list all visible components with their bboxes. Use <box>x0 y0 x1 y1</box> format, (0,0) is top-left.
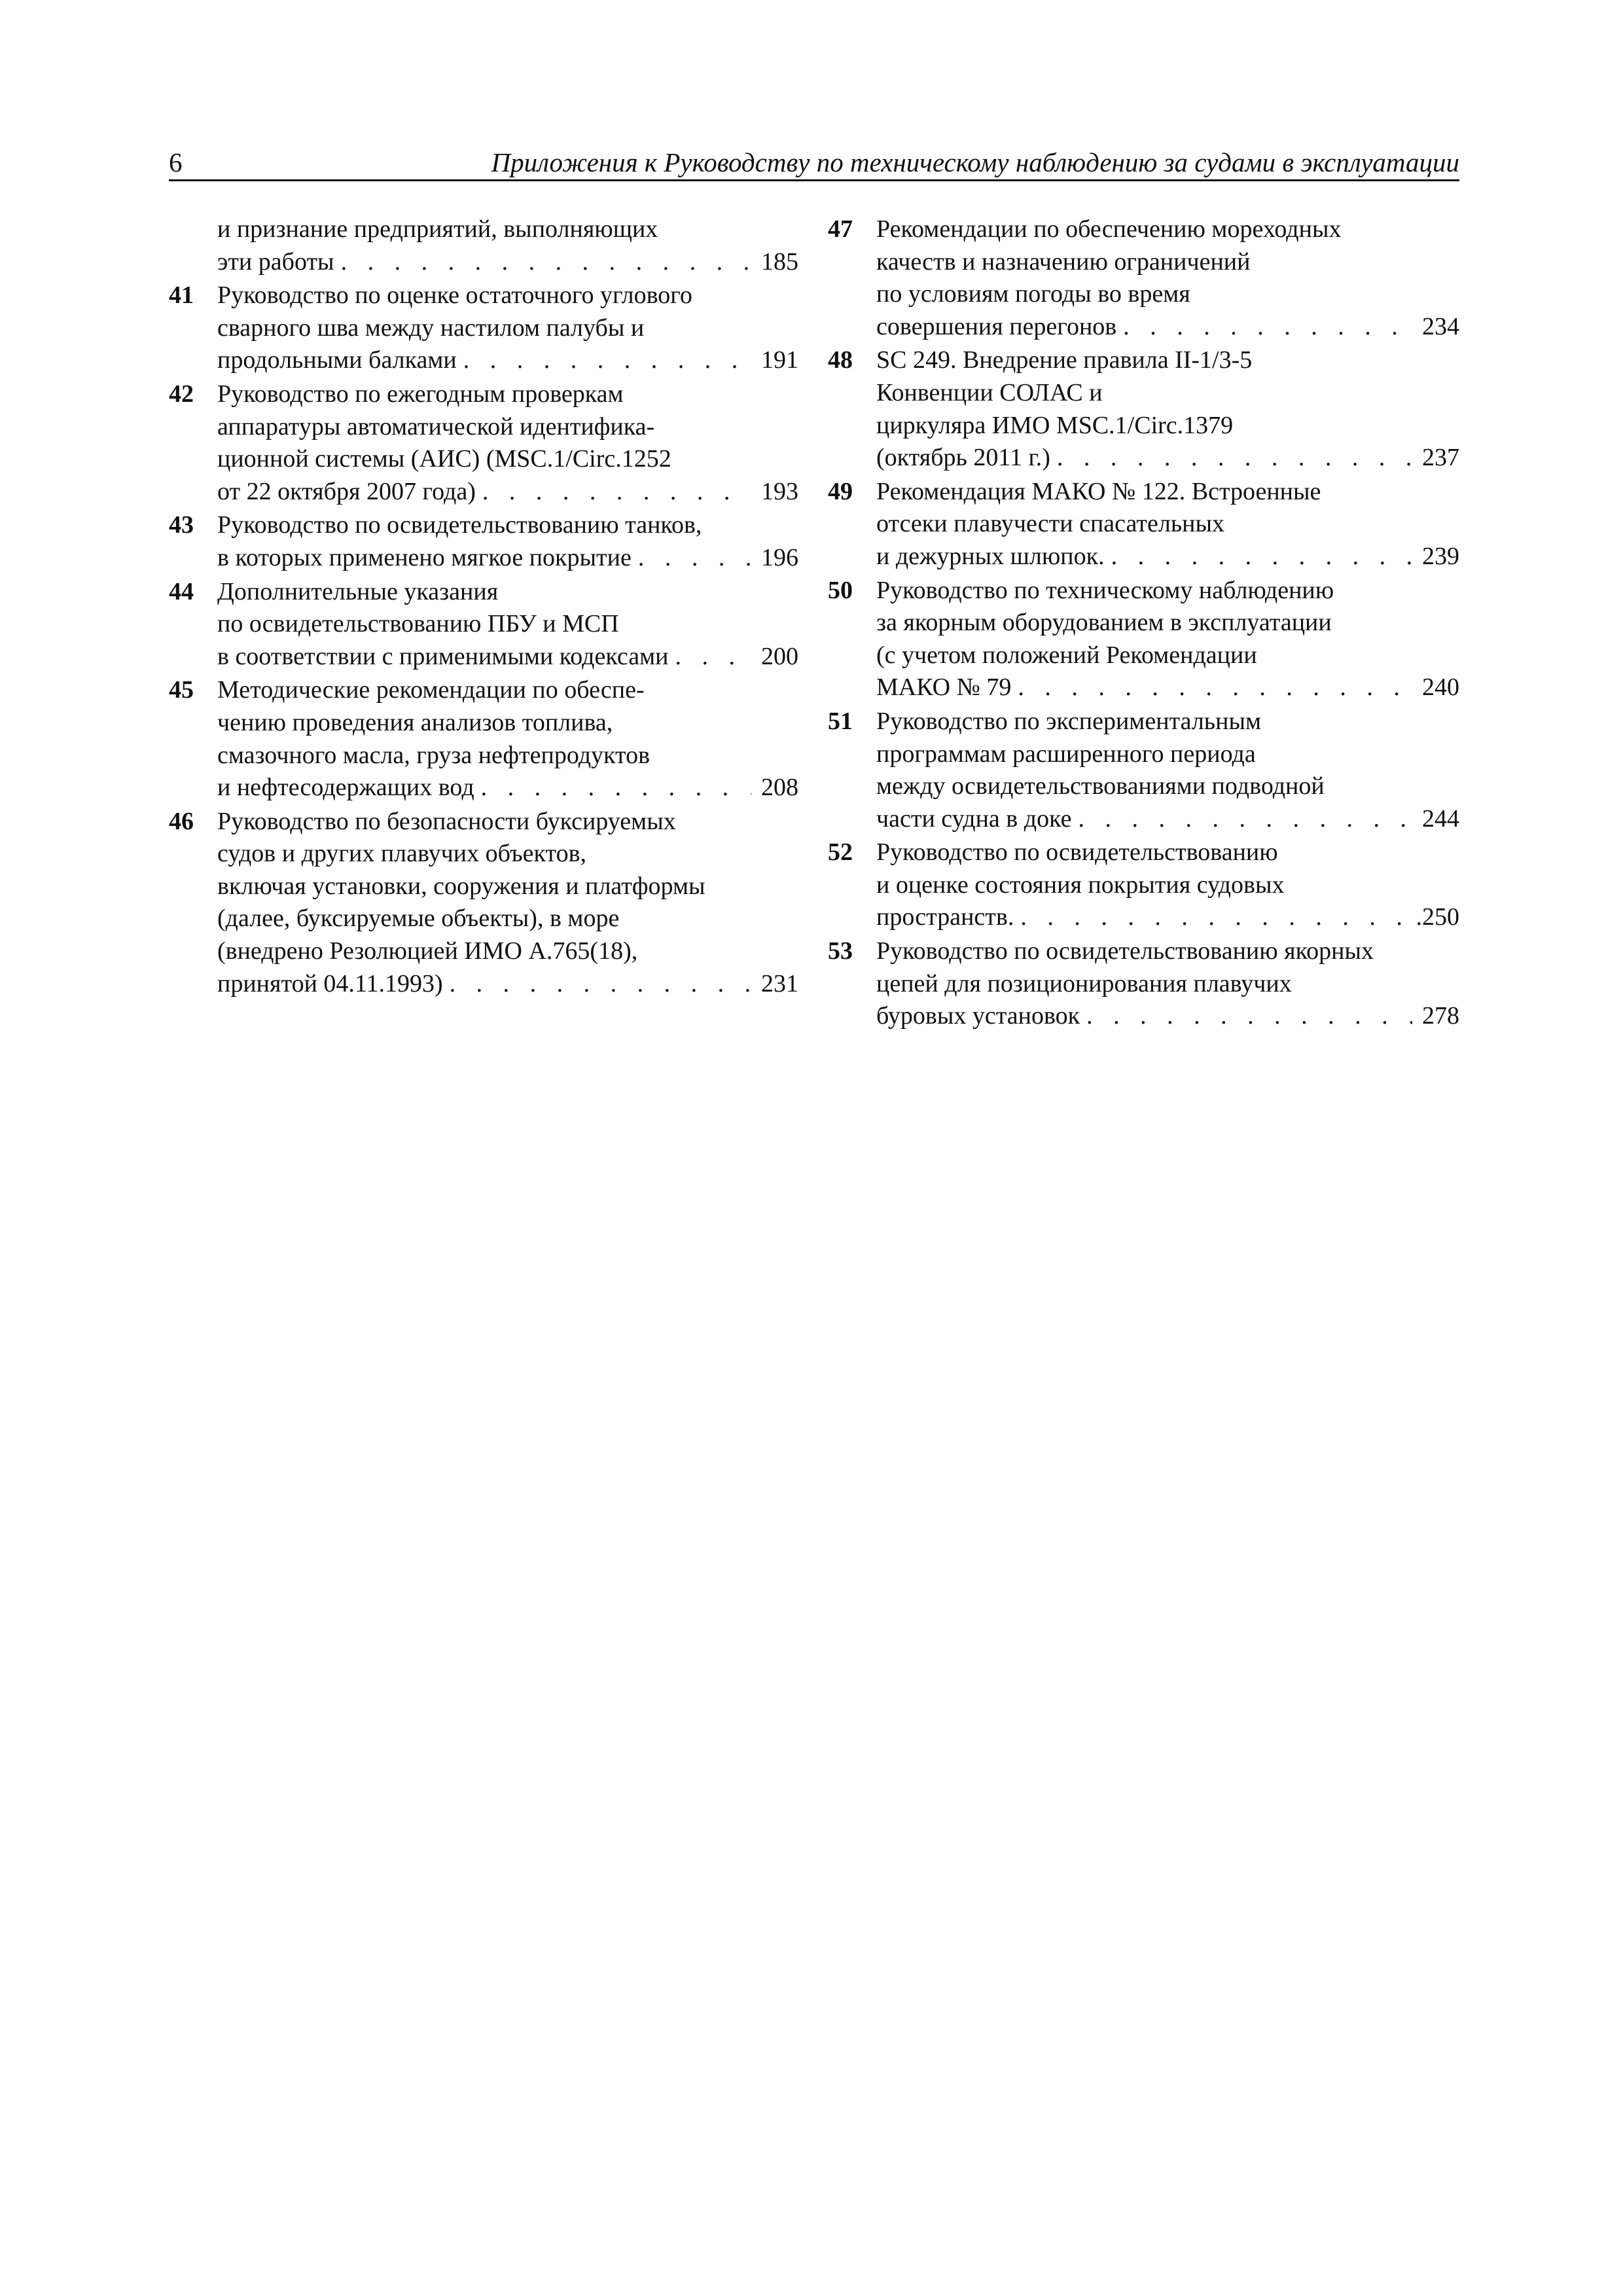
toc-entry-title <box>876 476 1459 573</box>
toc-entry-last-line <box>217 344 798 377</box>
toc-entry-line: Руководство по ежегодным проверкам <box>217 380 624 408</box>
toc-entry-line: чению проведения анализов топлива, <box>217 708 613 736</box>
toc-entry-line: эти работы <box>217 247 334 276</box>
toc-entry-last-line <box>217 641 798 673</box>
toc-entry-page: 239 <box>1422 542 1459 570</box>
toc-entry-line: Руководство по оценке остаточного углового <box>217 281 692 310</box>
toc-entry <box>828 706 1459 835</box>
toc-entry-line: отсеки плавучести спасательных <box>876 510 1225 538</box>
running-title: Приложения к Руководству по техническому наблюдению за судами в эксплуатации <box>491 147 1459 177</box>
toc-entry-last-line <box>876 541 1459 573</box>
toc-entry-line: в соответствии с применимыми кодексами <box>217 642 669 670</box>
toc-entry-line: Руководство по освидетельствованию якорных <box>876 937 1374 965</box>
toc-entry-line: циркуляра ИМО MSC.1/Circ.1379 <box>876 411 1234 439</box>
toc-entry-line: аппаратуры автоматической идентифика- <box>217 412 655 440</box>
toc-entry-page: 278 <box>1422 1002 1459 1030</box>
toc-entry-number: 52 <box>828 838 853 867</box>
dot-leader <box>1116 311 1412 344</box>
toc-entry-last-line <box>876 672 1459 704</box>
toc-entry-line: Руководство по освидетельствованию танков, <box>217 511 702 539</box>
dot-leader <box>457 344 751 377</box>
toc-entry-last-line <box>217 542 798 575</box>
dot-leader <box>668 641 751 673</box>
toc-entry <box>169 213 798 278</box>
toc-entry-title <box>217 279 798 377</box>
toc-entry-page: 231 <box>761 969 798 997</box>
toc-entry-title <box>217 378 798 508</box>
toc-entry-title <box>876 344 1459 474</box>
toc-entry-line: Рекомендации по обеспечению мореходных <box>876 215 1342 243</box>
dot-leader <box>443 968 751 1001</box>
toc-entry <box>169 576 798 673</box>
toc-entry-line: за якорным оборудованием в эксплуатации <box>876 609 1332 637</box>
toc-entry <box>828 836 1459 934</box>
dot-leader <box>1071 803 1412 836</box>
toc-entry-line: между освидетельствованиями подводной <box>876 772 1325 800</box>
toc-entry-page: 185 <box>761 247 798 276</box>
toc-entry-last-line <box>876 1000 1459 1033</box>
toc-entry-page: .250 <box>1416 903 1459 931</box>
toc-entry-last-line <box>876 803 1459 836</box>
dot-leader <box>474 772 751 804</box>
toc-entry-number: 49 <box>828 477 853 505</box>
toc-entry-page: 191 <box>761 346 798 374</box>
toc-entry-line: (октябрь 2011 г.) <box>876 444 1050 472</box>
toc-entry-number: 50 <box>828 576 853 604</box>
toc-entry-line: Руководство по техническому наблюдению <box>876 576 1334 604</box>
toc-entry <box>828 476 1459 573</box>
toc-entry-line: и признание предприятий, выполняющих <box>217 215 658 243</box>
toc-entry-last-line <box>876 442 1459 475</box>
toc-entry-number <box>169 213 217 278</box>
toc-entry-title <box>876 836 1459 934</box>
dot-leader <box>334 246 751 279</box>
dot-leader <box>632 542 751 575</box>
toc-entry-line: от 22 октября 2007 года) <box>217 477 476 505</box>
toc-entry-line: ционной системы (АИС) (MSC.1/Circ.1252 <box>217 445 671 473</box>
toc-entry-line: по условиям погоды во время <box>876 280 1190 308</box>
toc-entry-title <box>217 576 798 673</box>
toc-entry <box>169 806 798 1001</box>
toc-entry-title <box>217 509 798 574</box>
toc-entry-line: Руководство по экспериментальным <box>876 707 1262 735</box>
toc-entry <box>828 344 1459 474</box>
toc-entry-number: 41 <box>169 281 194 310</box>
toc-entry-line: МАКО № 79 <box>876 673 1012 702</box>
toc-entry-line: смазочного масла, груза нефтепродуктов <box>217 741 651 769</box>
toc-entry-title <box>876 213 1459 343</box>
toc-entry-last-line <box>217 476 798 509</box>
toc-entry-line: программам расширенного периода <box>876 740 1256 768</box>
toc-entry-number: 53 <box>828 937 853 965</box>
toc-entry <box>169 509 798 574</box>
toc-entry-number: 43 <box>169 511 194 539</box>
toc-entry-line: сварного шва между настилом палубы и <box>217 314 645 342</box>
toc-entry-line: в которых применено мягкое покрытие <box>217 543 632 571</box>
toc-entry-page: 237 <box>1422 444 1459 472</box>
toc-entry-line: (внедрено Резолюцией ИМО А.765(18), <box>217 937 638 965</box>
toc-left-column <box>169 213 798 1001</box>
toc-entry-line: и оценке состояния покрытия судовых <box>876 870 1285 899</box>
toc-entry-line: Руководство по освидетельствованию <box>876 838 1278 867</box>
toc-entry-last-line <box>876 311 1459 344</box>
toc-entry-line: качеств и назначению ограничений <box>876 247 1251 276</box>
toc-entry-number: 48 <box>828 346 853 374</box>
toc-entry-number: 47 <box>828 215 853 243</box>
toc-entry-number: 42 <box>169 380 194 408</box>
toc-entry-title <box>217 213 798 278</box>
toc-entry-last-line <box>217 772 798 804</box>
dot-leader <box>1050 442 1412 475</box>
dot-leader <box>476 476 751 509</box>
toc-entry-line: Рекомендация МАКО № 122. Встроенные <box>876 477 1321 505</box>
toc-entry <box>828 935 1459 1033</box>
toc-entry-number: 51 <box>828 707 853 735</box>
toc-entry-line: (далее, буксируемые объекты), в море <box>217 905 620 933</box>
toc-entry-page: 208 <box>761 774 798 802</box>
toc-entry-line: судов и других плавучих объектов, <box>217 840 587 868</box>
toc-entry-line: Конвенции СОЛАС и <box>876 378 1103 406</box>
toc-entry <box>169 674 798 804</box>
toc-entry-number: 44 <box>169 577 194 605</box>
toc-entry <box>169 378 798 508</box>
dot-leader <box>1014 901 1412 934</box>
toc-entry-page: 193 <box>761 477 798 505</box>
dot-leader <box>1011 672 1412 704</box>
toc-entry-page: 244 <box>1422 804 1459 833</box>
toc-entry-title <box>876 935 1459 1033</box>
dot-leader <box>1080 1000 1412 1033</box>
toc-entry-line: пространств. <box>876 903 1014 931</box>
header-rule <box>169 179 1459 181</box>
toc-entry-page: 234 <box>1422 312 1459 340</box>
toc-entry-page: 200 <box>761 642 798 670</box>
toc-right-column <box>828 213 1459 1034</box>
toc-entry-last-line <box>876 901 1459 934</box>
toc-entry-line: принятой 04.11.1993) <box>217 969 443 997</box>
toc-entry-line: Руководство по безопасности буксируемых <box>217 807 676 835</box>
toc-entry <box>169 279 798 377</box>
toc-entry-line: SC 249. Внедрение правила II-1/3-5 <box>876 346 1253 374</box>
toc-entry-number: 46 <box>169 807 194 835</box>
toc-entry-line: продольными балками <box>217 346 457 374</box>
dot-leader <box>1105 541 1412 573</box>
toc-entry-title <box>217 674 798 804</box>
toc-entry-title <box>217 806 798 1001</box>
toc-entry-number: 45 <box>169 676 194 704</box>
toc-entry-title <box>876 706 1459 835</box>
toc-entry-line: совершения перегонов <box>876 312 1117 340</box>
toc-entry-line: буровых установок <box>876 1002 1080 1030</box>
toc-entry-line: (с учетом положений Рекомендации <box>876 641 1257 669</box>
page-number: 6 <box>169 147 183 177</box>
toc-entry <box>828 213 1459 343</box>
toc-entry-line: Методические рекомендации по обеспе- <box>217 676 645 704</box>
toc-entry-line: части судна в доке <box>876 804 1072 833</box>
toc-entry-page: 240 <box>1422 673 1459 702</box>
toc-entry-line: Дополнительные указания <box>217 577 499 605</box>
toc-entry-line: цепей для позиционирования плавучих <box>876 969 1292 997</box>
toc-entry-line: и дежурных шлюпок. <box>876 542 1105 570</box>
toc-entry-line: включая установки, сооружения и платформы <box>217 872 705 900</box>
toc-entry-page: 196 <box>761 543 798 571</box>
toc-entry-line: по освидетельствованию ПБУ и МСП <box>217 610 619 638</box>
toc-entry-line: и нефтесодержащих вод <box>217 774 474 802</box>
running-header <box>169 145 1459 179</box>
toc-entry <box>828 575 1459 704</box>
toc-entry-last-line <box>217 246 798 279</box>
toc-entry-title <box>876 575 1459 704</box>
toc-entry-last-line <box>217 968 798 1001</box>
